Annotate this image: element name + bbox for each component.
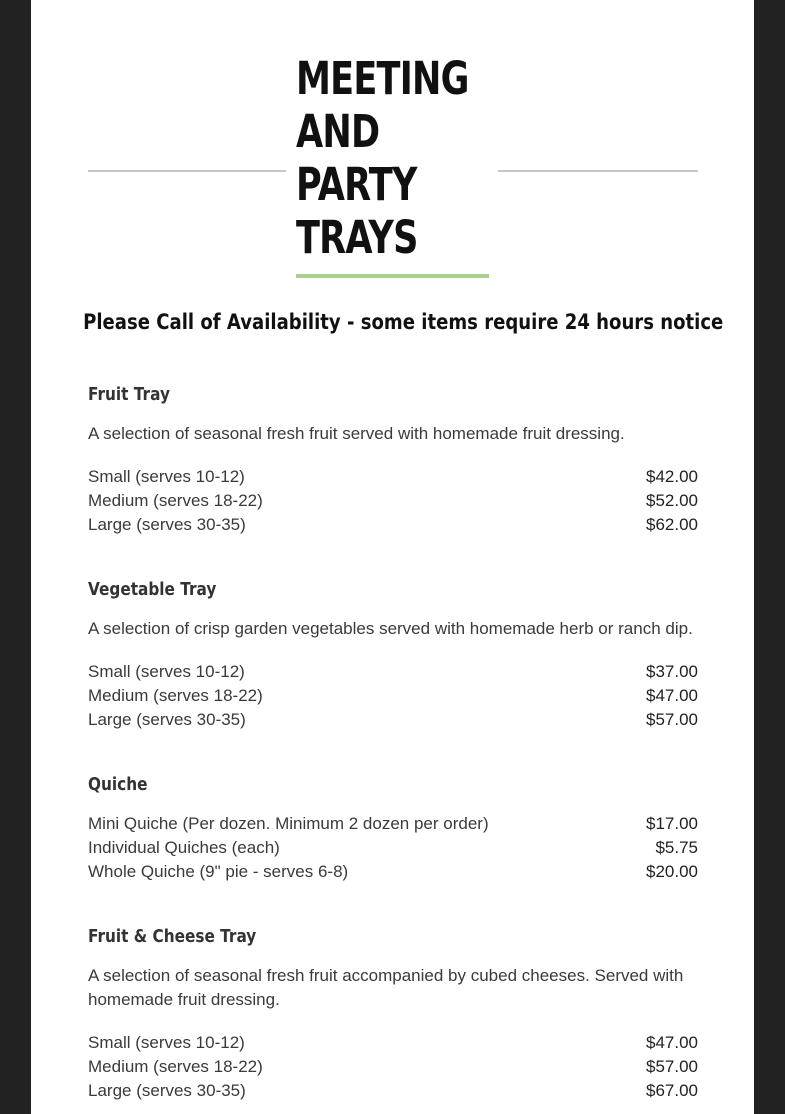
price: $42.00 [646, 467, 698, 486]
price: $62.00 [646, 515, 698, 534]
price: $57.00 [646, 1057, 698, 1076]
price-row [88, 1031, 698, 1055]
section-title: Fruit & Cheese Tray [88, 926, 257, 947]
menu-content [88, 380, 698, 1114]
size-label: Large (serves 30-35) [88, 710, 246, 729]
availability-notice: Please Call of Availability - some items require 24 hours notice [83, 310, 724, 334]
size-label: Medium (serves 18-22) [88, 686, 263, 705]
section-description: A selection of seasonal fresh fruit served with homemade fruit dressing. [88, 424, 625, 443]
price-row [88, 1055, 698, 1079]
price: $67.00 [646, 1081, 698, 1100]
price-row [88, 465, 698, 489]
size-label: Large (serves 30-35) [88, 515, 246, 534]
size-label: Small (serves 10-12) [88, 467, 245, 486]
price-list [88, 660, 698, 732]
price-row [88, 660, 698, 684]
item-label: Whole Quiche (9" pie - serves 6-8) [88, 862, 349, 881]
section-vegetable-tray [88, 575, 698, 732]
divider-left [88, 170, 286, 172]
price-row [88, 708, 698, 732]
price-row [88, 513, 698, 537]
price: $5.75 [655, 838, 698, 857]
title-line: TRAYS [296, 211, 418, 264]
title-line: MEETING [296, 52, 469, 105]
price: $17.00 [646, 814, 698, 833]
price-row [88, 860, 698, 884]
size-label: Small (serves 10-12) [88, 1033, 245, 1052]
section-quiche [88, 770, 698, 884]
price-row [88, 1079, 698, 1103]
title-underline [296, 274, 489, 278]
price-list [88, 1031, 698, 1103]
price: $47.00 [646, 686, 698, 705]
price: $57.00 [646, 710, 698, 729]
price-row [88, 812, 698, 836]
size-label: Large (serves 30-35) [88, 1081, 246, 1100]
page-title [296, 52, 469, 264]
section-description: A selection of crisp garden vegetables served with homemade herb or ranch dip. [88, 619, 693, 638]
section-description: A selection of seasonal fresh fruit accompanied by cubed cheeses. Served with homemade fruit dressing. [88, 966, 684, 1009]
item-label: Individual Quiches (each) [88, 838, 280, 857]
price: $47.00 [646, 1033, 698, 1052]
price: $52.00 [646, 491, 698, 510]
section-fruit-cheese-tray [88, 922, 698, 1103]
section-title: Vegetable Tray [88, 579, 217, 600]
price: $20.00 [646, 862, 698, 881]
price-list [88, 465, 698, 537]
size-label: Small (serves 10-12) [88, 662, 245, 681]
section-title: Quiche [88, 774, 148, 795]
price-list [88, 812, 698, 884]
title-line: AND [296, 105, 380, 158]
title-line: PARTY [296, 158, 417, 211]
size-label: Medium (serves 18-22) [88, 491, 263, 510]
section-fruit-tray [88, 380, 698, 537]
section-title: Fruit Tray [88, 384, 170, 405]
divider-right [498, 170, 698, 172]
price-row [88, 684, 698, 708]
price-row [88, 489, 698, 513]
menu-page [31, 0, 754, 1114]
price-row [88, 836, 698, 860]
menu-header [31, 0, 754, 290]
item-label: Mini Quiche (Per dozen. Minimum 2 dozen per order) [88, 814, 489, 833]
size-label: Medium (serves 18-22) [88, 1057, 263, 1076]
price: $37.00 [646, 662, 698, 681]
